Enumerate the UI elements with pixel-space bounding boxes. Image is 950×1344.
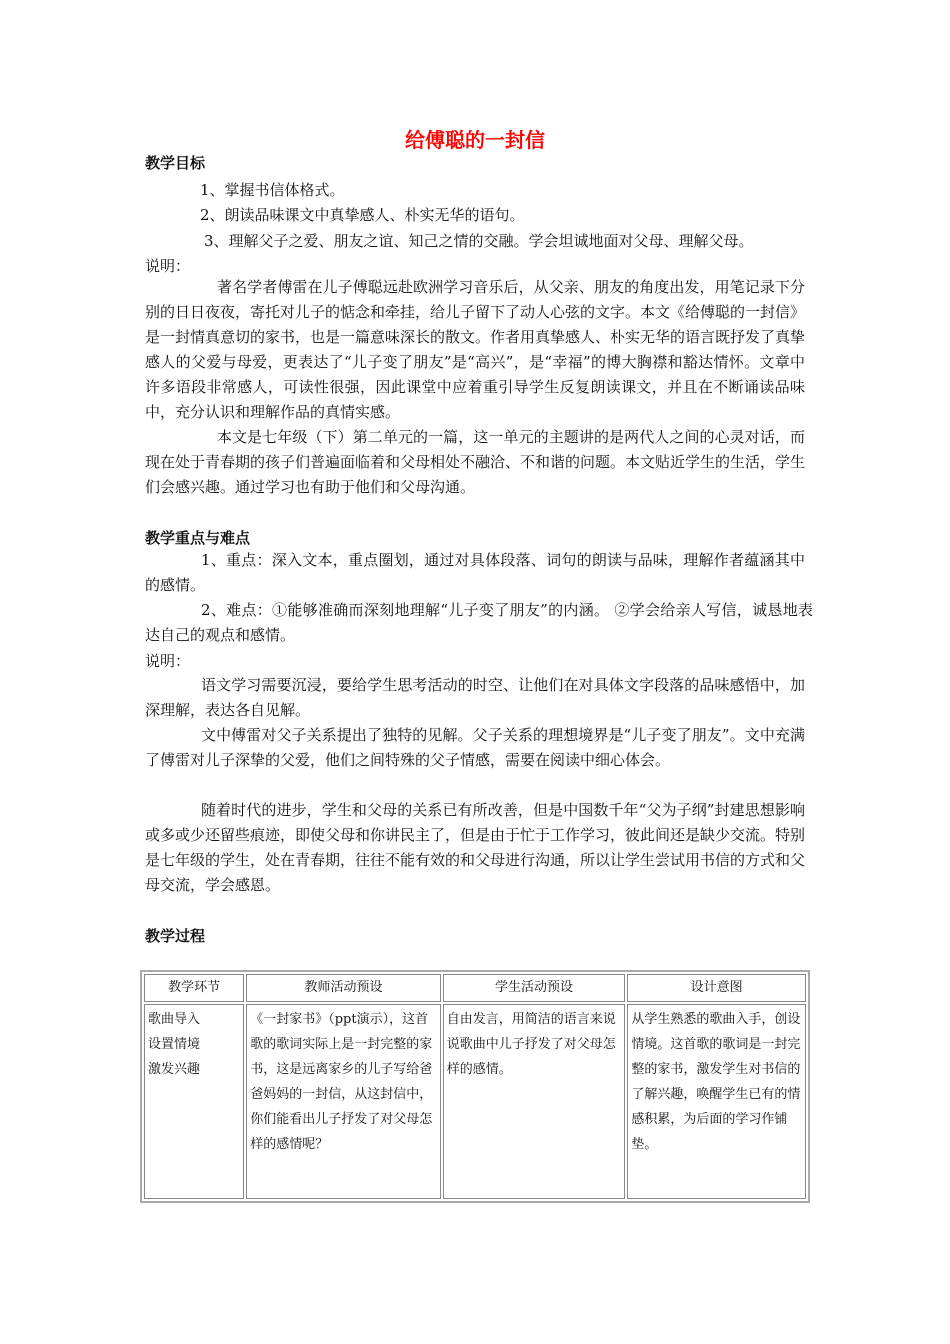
goals-note-label: 说明： [145,257,191,275]
cell-intent: 从学生熟悉的歌曲入手，创设情境。这首歌的歌词是一封完整的家书，激发学生对书信的了解兴趣，唤醒学生已有的情感积累，为后面的学习作铺垫。 [627,1004,806,1199]
header-intent: 设计意图 [627,974,806,1002]
focus-note-label: 说明： [145,652,191,670]
focus-note-para-3: 随着时代的进步，学生和父母的关系已有所改善，但是中国数千年“父为子纲”封建思想影响或多或少还留些痕迹，即使父母和你讲民主了，但是由于忙于工作学习，彼此间还是缺少交流。特别是七年级的学生，处在青春期，往往不能有效的和父母进行沟通，所以让学生尝试用书信的方式和父母交流，学会感恩。 [145,801,806,894]
header-student: 学生活动预设 [443,974,626,1002]
goal-item-2: 2、朗读品味课文中真挚感人、朴实无华的语句。 [200,206,525,224]
table-row [144,1004,806,1199]
goals-note-para-1: 著名学者傅雷在儿子傅聪远赴欧洲学习音乐后，从父亲、朋友的角度出发，用笔记录下分别的日日夜夜，寄托对儿子的惦念和牵挂，给儿子留下了动人心弦的文字。本文《给傅聪的一封信》是一封情真意切的家书，也是一篇意味深长的散文。作者用真挚感人、朴实无华的语言既抒发了真挚感人的父爱与母爱，更表达了“儿子变了朋友”是“高兴”，是“幸福”的博大胸襟和豁达情怀。文章中许多语段非常感人，可读性很强，因此课堂中应着重引导学生反复朗读课文，并且在不断诵读品味中，充分认识和理解作品的真情实感。 [145,278,806,421]
goal-item-3: 3、理解父子之爱、朋友之谊、知己之情的交融。学会坦诚地面对父母、理解父母。 [204,232,754,250]
process-table [140,970,810,1203]
goals-heading: 教学目标 [145,154,206,172]
cell-student: 自由发言，用简洁的语言来说说歌曲中儿子抒发了对父母怎样的感情。 [443,1004,626,1199]
header-stage: 教学环节 [144,974,244,1002]
cell-teacher: 《一封家书》（ppt演示），这首歌的歌词实际上是一封完整的家书，这是远离家乡的儿子写给爸爸妈妈的一封信，从这封信中，你们能看出儿子抒发了对父母怎样的感情呢？ [246,1004,441,1199]
goals-note-para-2: 本文是七年级（下）第二单元的一篇，这一单元的主题讲的是两代人之间的心灵对话，而现在处于青春期的孩子们普遍面临着和父母相处不融洽、不和谐的问题。本文贴近学生的生活，学生们会感兴趣。通过学习也有助于他们和父母沟通。 [145,428,806,496]
stage-line-1: 歌曲导入 [148,1012,201,1027]
focus-item-2: 2、难点：①能够准确而深刻地理解“儿子变了朋友”的内涵。 ②学会给亲人写信，诚恳地表达自己的观点和感情。 [145,601,813,644]
cell-stage [144,1004,244,1199]
header-teacher: 教师活动预设 [246,974,441,1002]
focus-item-1: 1、重点：深入文本，重点圈划，通过对具体段落、词句的朗读与品味，理解作者蕴涵其中的感情。 [145,551,805,594]
stage-line-2: 设置情境 [148,1037,201,1052]
goal-item-1: 1、掌握书信体格式。 [200,181,345,199]
process-heading: 教学过程 [145,927,206,945]
document-title: 给傅聪的一封信 [405,128,545,152]
stage-line-3: 激发兴趣 [148,1062,201,1077]
table-header-row [144,974,806,1002]
focus-heading: 教学重点与难点 [145,529,251,547]
focus-note-para-1: 语文学习需要沉浸，要给学生思考活动的时空、让他们在对具体文字段落的品味感悟中，加深理解，表达各自见解。 [145,676,805,719]
focus-note-para-2: 文中傅雷对父子关系提出了独特的见解。父子关系的理想境界是“儿子变了朋友”。文中充满了傅雷对儿子深挚的父爱，他们之间特殊的父子情感，需要在阅读中细心体会。 [145,726,805,769]
